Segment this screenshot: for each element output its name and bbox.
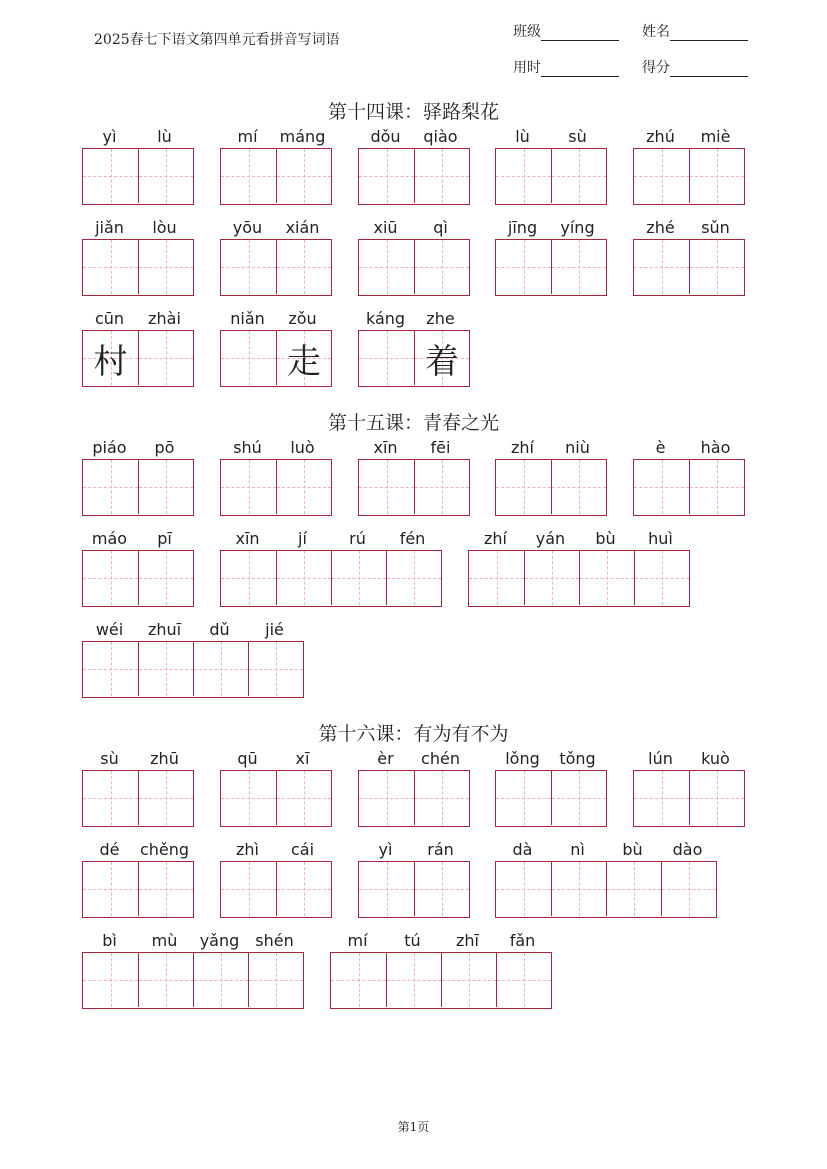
character-box[interactable] bbox=[661, 862, 716, 916]
pinyin-label: máo bbox=[91, 529, 128, 548]
character-box[interactable] bbox=[276, 862, 331, 916]
character-box[interactable] bbox=[221, 240, 276, 294]
filled-character: 村 bbox=[93, 341, 128, 382]
pinyin-label: dǒu bbox=[370, 127, 401, 146]
pinyin-label: pō bbox=[154, 438, 175, 457]
pinyin-row bbox=[358, 308, 470, 330]
character-box[interactable] bbox=[551, 149, 606, 203]
pinyin-label: jí bbox=[298, 529, 307, 548]
section-title-name: 青春之光 bbox=[423, 412, 500, 434]
tianzige-boxes bbox=[358, 148, 470, 205]
pinyin-row bbox=[495, 839, 717, 861]
pinyin-label: káng bbox=[365, 309, 406, 328]
pinyin-label: qū bbox=[237, 749, 258, 768]
pinyin-row bbox=[633, 748, 745, 770]
pinyin-label: piáo bbox=[92, 438, 127, 457]
pinyin-label: jiǎn bbox=[95, 218, 124, 237]
pinyin-row bbox=[633, 217, 745, 239]
pinyin-label: zhài bbox=[148, 309, 181, 328]
pinyin-row bbox=[220, 126, 332, 148]
character-box[interactable] bbox=[441, 953, 496, 1007]
character-box[interactable] bbox=[496, 149, 551, 203]
tianzige-boxes bbox=[82, 148, 194, 205]
section-title-15 bbox=[0, 408, 827, 435]
tianzige-boxes bbox=[220, 770, 332, 827]
score-field[interactable] bbox=[642, 57, 748, 77]
character-box[interactable] bbox=[496, 771, 551, 825]
time-field[interactable] bbox=[513, 57, 619, 77]
word-item bbox=[468, 528, 690, 607]
word-item bbox=[633, 748, 745, 827]
pinyin-label: yíng bbox=[560, 218, 595, 237]
pinyin-row bbox=[220, 528, 442, 550]
tianzige-boxes bbox=[82, 330, 194, 387]
tianzige-boxes bbox=[82, 641, 304, 698]
pinyin-label: yán bbox=[535, 529, 566, 548]
pinyin-label: yǎng bbox=[199, 931, 240, 950]
character-box[interactable] bbox=[276, 240, 331, 294]
character-box[interactable] bbox=[138, 551, 193, 605]
tianzige-boxes bbox=[82, 550, 194, 607]
tianzige-boxes bbox=[495, 459, 607, 516]
pinyin-label: zhé bbox=[646, 218, 675, 237]
word-item bbox=[82, 528, 194, 607]
pinyin-label: dǔ bbox=[209, 620, 230, 639]
character-box[interactable] bbox=[138, 331, 193, 385]
character-box[interactable] bbox=[331, 953, 386, 1007]
pinyin-label: shén bbox=[255, 931, 294, 950]
pinyin-label: sù bbox=[568, 127, 587, 146]
tianzige-boxes bbox=[633, 148, 745, 205]
pinyin-label: chěng bbox=[139, 840, 190, 859]
character-box[interactable] bbox=[138, 642, 193, 696]
tianzige-boxes bbox=[82, 952, 304, 1009]
word-item bbox=[358, 748, 470, 827]
word-item bbox=[330, 930, 552, 1009]
pinyin-row bbox=[82, 308, 194, 330]
pinyin-label: bù bbox=[595, 529, 616, 548]
character-box[interactable] bbox=[359, 331, 414, 385]
tianzige-boxes bbox=[330, 952, 552, 1009]
character-box[interactable] bbox=[221, 862, 276, 916]
pinyin-label: cái bbox=[290, 840, 315, 859]
character-box[interactable] bbox=[83, 331, 138, 385]
tianzige-boxes bbox=[358, 330, 470, 387]
tianzige-boxes bbox=[495, 148, 607, 205]
character-box[interactable] bbox=[359, 771, 414, 825]
word-item bbox=[82, 930, 304, 1009]
character-box[interactable] bbox=[276, 551, 331, 605]
character-box[interactable] bbox=[83, 953, 138, 1007]
character-box[interactable] bbox=[414, 149, 469, 203]
pinyin-label: qì bbox=[433, 218, 448, 237]
pinyin-row bbox=[220, 839, 332, 861]
pinyin-label: rán bbox=[427, 840, 454, 859]
pinyin-label: xīn bbox=[235, 529, 260, 548]
pinyin-label: zhí bbox=[511, 438, 534, 457]
character-box[interactable] bbox=[634, 551, 689, 605]
character-box[interactable] bbox=[689, 460, 744, 514]
character-box[interactable] bbox=[276, 460, 331, 514]
pinyin-label: bù bbox=[622, 840, 643, 859]
word-item bbox=[495, 126, 607, 205]
word-item bbox=[82, 839, 194, 918]
character-box[interactable] bbox=[551, 862, 606, 916]
tianzige-boxes bbox=[220, 239, 332, 296]
section-title-prefix: 第十五课： bbox=[327, 412, 423, 434]
pinyin-row bbox=[495, 126, 607, 148]
word-item bbox=[633, 126, 745, 205]
character-box[interactable] bbox=[138, 240, 193, 294]
pinyin-label: jié bbox=[265, 620, 284, 639]
pinyin-row bbox=[82, 839, 194, 861]
pinyin-row bbox=[82, 748, 194, 770]
character-box[interactable] bbox=[83, 862, 138, 916]
pinyin-label: èr bbox=[377, 749, 394, 768]
pinyin-label: fǎn bbox=[509, 931, 536, 950]
character-box[interactable] bbox=[221, 771, 276, 825]
character-box[interactable] bbox=[276, 331, 331, 385]
pinyin-label: dé bbox=[99, 840, 120, 859]
pinyin-row bbox=[495, 437, 607, 459]
pinyin-label: xián bbox=[285, 218, 320, 237]
word-item bbox=[82, 217, 194, 296]
pinyin-label: tú bbox=[404, 931, 421, 950]
pinyin-label: nì bbox=[570, 840, 585, 859]
character-box[interactable] bbox=[414, 331, 469, 385]
pinyin-label: niù bbox=[565, 438, 590, 457]
tianzige-boxes bbox=[220, 148, 332, 205]
word-item bbox=[358, 839, 470, 918]
character-box[interactable] bbox=[496, 862, 551, 916]
character-box[interactable] bbox=[138, 149, 193, 203]
pinyin-row bbox=[82, 217, 194, 239]
time-label: 用时 bbox=[513, 60, 541, 76]
class-field[interactable] bbox=[513, 21, 619, 41]
pinyin-row bbox=[495, 217, 607, 239]
score-label: 得分 bbox=[642, 60, 670, 76]
pinyin-label: chén bbox=[421, 749, 460, 768]
pinyin-label: xī bbox=[295, 749, 310, 768]
character-box[interactable] bbox=[634, 240, 689, 294]
tianzige-boxes bbox=[358, 770, 470, 827]
word-item bbox=[82, 126, 194, 205]
character-box[interactable] bbox=[689, 771, 744, 825]
class-label: 班级 bbox=[513, 24, 541, 40]
character-box[interactable] bbox=[551, 240, 606, 294]
character-box[interactable] bbox=[221, 149, 276, 203]
section-title-16 bbox=[0, 719, 827, 746]
pinyin-label: zhī bbox=[456, 931, 479, 950]
character-box[interactable] bbox=[551, 460, 606, 514]
tianzige-boxes bbox=[220, 459, 332, 516]
character-box[interactable] bbox=[138, 953, 193, 1007]
character-box[interactable] bbox=[414, 771, 469, 825]
pinyin-label: zhì bbox=[236, 840, 259, 859]
pinyin-label: fēi bbox=[430, 438, 451, 457]
pinyin-label: huì bbox=[648, 529, 673, 548]
word-item bbox=[495, 217, 607, 296]
word-item bbox=[82, 437, 194, 516]
character-box[interactable] bbox=[634, 149, 689, 203]
tianzige-boxes bbox=[82, 770, 194, 827]
pinyin-row bbox=[633, 437, 745, 459]
pinyin-label: zhū bbox=[150, 749, 179, 768]
character-box[interactable] bbox=[496, 953, 551, 1007]
name-label: 姓名 bbox=[642, 24, 670, 40]
filled-character: 着 bbox=[425, 341, 459, 382]
character-box[interactable] bbox=[221, 551, 276, 605]
tianzige-boxes bbox=[358, 239, 470, 296]
pinyin-row bbox=[358, 126, 470, 148]
word-item bbox=[220, 839, 332, 918]
word-item bbox=[633, 217, 745, 296]
character-box[interactable] bbox=[248, 953, 303, 1007]
character-box[interactable] bbox=[359, 460, 414, 514]
score-blank[interactable] bbox=[670, 64, 748, 77]
character-box[interactable] bbox=[83, 460, 138, 514]
tianzige-boxes bbox=[495, 861, 717, 918]
character-box[interactable] bbox=[221, 460, 276, 514]
character-box[interactable] bbox=[138, 771, 193, 825]
pinyin-label: yì bbox=[102, 127, 117, 146]
character-box[interactable] bbox=[689, 149, 744, 203]
pinyin-label: pī bbox=[157, 529, 172, 548]
word-item bbox=[82, 748, 194, 827]
word-item bbox=[220, 437, 332, 516]
word-item bbox=[82, 308, 194, 387]
character-box[interactable] bbox=[359, 240, 414, 294]
character-box[interactable] bbox=[386, 953, 441, 1007]
section-title-14 bbox=[0, 97, 827, 124]
section-title-prefix: 第十六课： bbox=[318, 723, 414, 745]
pinyin-row bbox=[358, 748, 470, 770]
character-box[interactable] bbox=[496, 460, 551, 514]
pinyin-label: lún bbox=[648, 749, 673, 768]
name-field[interactable] bbox=[642, 21, 748, 41]
character-box[interactable] bbox=[331, 551, 386, 605]
pinyin-row bbox=[468, 528, 690, 550]
page-title: 2025春七下语文第四单元看拼音写词语 bbox=[94, 32, 340, 48]
pinyin-label: dào bbox=[672, 840, 703, 859]
character-box[interactable] bbox=[469, 551, 524, 605]
character-box[interactable] bbox=[359, 149, 414, 203]
pinyin-row bbox=[220, 217, 332, 239]
character-box[interactable] bbox=[414, 460, 469, 514]
tianzige-boxes bbox=[468, 550, 690, 607]
word-item bbox=[495, 437, 607, 516]
tianzige-boxes bbox=[220, 550, 442, 607]
word-item bbox=[495, 839, 717, 918]
character-box[interactable] bbox=[193, 642, 248, 696]
pinyin-row bbox=[358, 839, 470, 861]
character-box[interactable] bbox=[248, 642, 303, 696]
section-title-name: 驿路梨花 bbox=[423, 101, 500, 123]
character-box[interactable] bbox=[83, 240, 138, 294]
word-item bbox=[220, 748, 332, 827]
character-box[interactable] bbox=[83, 149, 138, 203]
character-box[interactable] bbox=[414, 862, 469, 916]
character-box[interactable] bbox=[524, 551, 579, 605]
character-box[interactable] bbox=[359, 862, 414, 916]
character-box[interactable] bbox=[221, 331, 276, 385]
word-item bbox=[495, 748, 607, 827]
tianzige-boxes bbox=[82, 861, 194, 918]
pinyin-row bbox=[330, 930, 552, 952]
character-box[interactable] bbox=[276, 149, 331, 203]
character-box[interactable] bbox=[579, 551, 634, 605]
character-box[interactable] bbox=[83, 771, 138, 825]
character-box[interactable] bbox=[83, 551, 138, 605]
pinyin-label: wéi bbox=[95, 620, 124, 639]
page-number: 第1页 bbox=[397, 1120, 430, 1134]
pinyin-label: shú bbox=[233, 438, 262, 457]
pinyin-label: zhe bbox=[426, 309, 455, 328]
character-box[interactable] bbox=[138, 460, 193, 514]
pinyin-label: cūn bbox=[94, 309, 125, 328]
pinyin-label: mù bbox=[151, 931, 178, 950]
tianzige-boxes bbox=[358, 861, 470, 918]
pinyin-label: tǒng bbox=[559, 749, 596, 768]
pinyin-label: lù bbox=[157, 127, 172, 146]
tianzige-boxes bbox=[633, 239, 745, 296]
pinyin-label: yōu bbox=[232, 218, 263, 237]
pinyin-label: fén bbox=[399, 529, 426, 548]
word-item bbox=[220, 217, 332, 296]
class-blank[interactable] bbox=[541, 28, 619, 41]
character-box[interactable] bbox=[193, 953, 248, 1007]
character-box[interactable] bbox=[276, 771, 331, 825]
character-box[interactable] bbox=[414, 240, 469, 294]
tianzige-boxes bbox=[495, 239, 607, 296]
word-item bbox=[358, 308, 470, 387]
pinyin-row bbox=[220, 437, 332, 459]
pinyin-label: sǔn bbox=[701, 218, 730, 237]
pinyin-label: máng bbox=[279, 127, 326, 146]
filled-character: 走 bbox=[287, 341, 321, 382]
tianzige-boxes bbox=[358, 459, 470, 516]
pinyin-label: mí bbox=[237, 127, 258, 146]
tianzige-boxes bbox=[495, 770, 607, 827]
character-box[interactable] bbox=[386, 551, 441, 605]
character-box[interactable] bbox=[634, 771, 689, 825]
pinyin-label: miè bbox=[700, 127, 731, 146]
section-title-prefix: 第十四课： bbox=[327, 101, 423, 123]
word-item bbox=[220, 308, 332, 387]
word-item bbox=[358, 217, 470, 296]
name-blank[interactable] bbox=[670, 28, 748, 41]
pinyin-row bbox=[495, 748, 607, 770]
pinyin-label: yì bbox=[378, 840, 393, 859]
pinyin-label: niǎn bbox=[230, 309, 265, 328]
pinyin-label: qiào bbox=[423, 127, 458, 146]
pinyin-label: zǒu bbox=[288, 309, 317, 328]
pinyin-row bbox=[358, 217, 470, 239]
pinyin-label: luò bbox=[290, 438, 315, 457]
pinyin-label: xīn bbox=[373, 438, 398, 457]
pinyin-row bbox=[82, 437, 194, 459]
pinyin-row bbox=[220, 308, 332, 330]
pinyin-label: zhú bbox=[646, 127, 675, 146]
pinyin-row bbox=[220, 748, 332, 770]
pinyin-label: jīng bbox=[507, 218, 538, 237]
word-item bbox=[220, 528, 442, 607]
pinyin-label: è bbox=[655, 438, 666, 457]
pinyin-label: lù bbox=[515, 127, 530, 146]
pinyin-label: xiū bbox=[373, 218, 398, 237]
tianzige-boxes bbox=[82, 459, 194, 516]
pinyin-row bbox=[82, 528, 194, 550]
pinyin-label: dà bbox=[512, 840, 533, 859]
pinyin-label: mí bbox=[347, 931, 368, 950]
pinyin-label: lǒng bbox=[505, 749, 540, 768]
character-box[interactable] bbox=[496, 240, 551, 294]
pinyin-row bbox=[633, 126, 745, 148]
word-item bbox=[82, 619, 304, 698]
character-box[interactable] bbox=[634, 460, 689, 514]
pinyin-row bbox=[82, 619, 304, 641]
tianzige-boxes bbox=[82, 239, 194, 296]
pinyin-label: bì bbox=[102, 931, 117, 950]
pinyin-label: lòu bbox=[152, 218, 177, 237]
pinyin-label: hào bbox=[700, 438, 731, 457]
word-item bbox=[358, 126, 470, 205]
pinyin-label: kuò bbox=[701, 749, 730, 768]
character-box[interactable] bbox=[689, 240, 744, 294]
pinyin-label: zhuī bbox=[147, 620, 182, 639]
pinyin-row bbox=[82, 126, 194, 148]
pinyin-row bbox=[82, 930, 304, 952]
character-box[interactable] bbox=[138, 862, 193, 916]
word-item bbox=[633, 437, 745, 516]
pinyin-label: sù bbox=[100, 749, 119, 768]
word-item bbox=[220, 126, 332, 205]
tianzige-boxes bbox=[220, 861, 332, 918]
word-item bbox=[358, 437, 470, 516]
tianzige-boxes bbox=[633, 459, 745, 516]
tianzige-boxes bbox=[220, 330, 332, 387]
pinyin-label: rú bbox=[349, 529, 366, 548]
character-box[interactable] bbox=[551, 771, 606, 825]
section-title-name: 有为有不为 bbox=[413, 723, 509, 745]
pinyin-row bbox=[358, 437, 470, 459]
tianzige-boxes bbox=[633, 770, 745, 827]
time-blank[interactable] bbox=[541, 64, 619, 77]
pinyin-label: zhí bbox=[484, 529, 507, 548]
character-box[interactable] bbox=[606, 862, 661, 916]
character-box[interactable] bbox=[83, 642, 138, 696]
